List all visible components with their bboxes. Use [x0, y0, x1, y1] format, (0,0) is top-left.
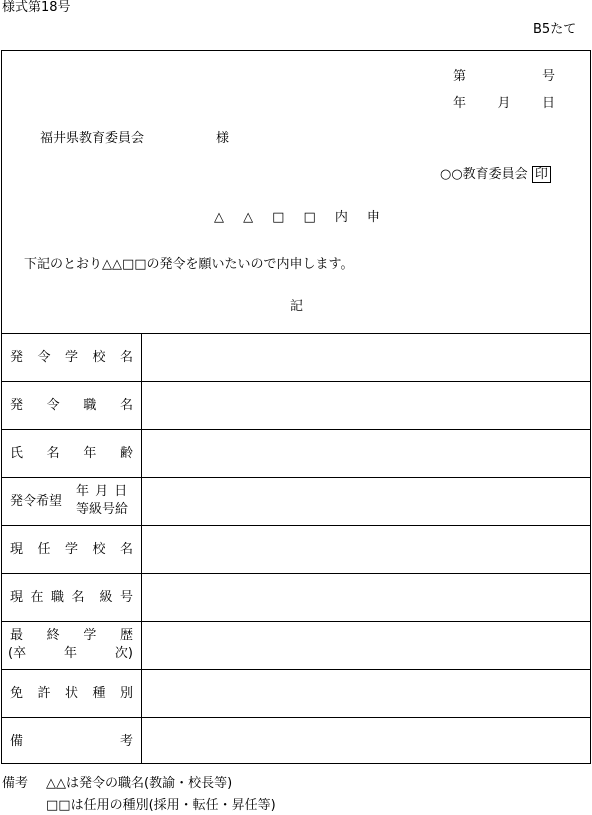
- notes-label: 備考: [2, 776, 29, 791]
- field-current-position-grade[interactable]: [142, 575, 590, 621]
- field-license-type[interactable]: [142, 671, 590, 717]
- row-label-desired: 発令希望: [10, 494, 63, 509]
- field-desired-date-grade[interactable]: [142, 479, 590, 525]
- number-prefix: 第: [453, 69, 467, 84]
- row-label-name-age: 氏 名 年 齢: [10, 446, 133, 461]
- sender-name: ○○教育委員会: [440, 167, 528, 182]
- notes-line-1: △△は発令の職名(教諭・校長等): [46, 776, 233, 791]
- table-top-border: [2, 333, 590, 334]
- addressee: 福井県教育委員会: [40, 131, 145, 146]
- row-label-final-education: 最 終 学 歴: [10, 628, 133, 643]
- row-divider: [2, 525, 590, 526]
- document-number: [453, 69, 555, 85]
- row-divider: [2, 621, 590, 622]
- row-label-current-school: 現 任 学 校 名: [10, 542, 133, 557]
- row-label-appointed-position: 発 令 職 名: [10, 398, 133, 413]
- form-number: 様式第18号: [2, 0, 71, 15]
- row-divider: [2, 669, 590, 670]
- row-label-license-type: 免 許 状 種 別: [10, 686, 133, 701]
- field-remarks[interactable]: [142, 719, 590, 765]
- paper-size-label: B5たて: [533, 22, 577, 37]
- field-current-school[interactable]: [142, 527, 590, 573]
- field-name-age[interactable]: [142, 431, 590, 477]
- row-label-remarks: 備 考: [10, 734, 133, 749]
- row-label-current-position-grade: 現 在 職 名 級 号: [10, 590, 133, 605]
- date-line: [453, 96, 555, 112]
- seal-mark: 印: [532, 166, 551, 183]
- date-day: 日: [541, 96, 555, 111]
- number-suffix: 号: [541, 69, 555, 84]
- row-divider: [2, 477, 590, 478]
- row-label-desired-date: 年 月 日: [76, 484, 129, 499]
- honorific: 様: [216, 131, 230, 146]
- form-box: [1, 50, 591, 764]
- row-divider: [2, 573, 590, 574]
- date-year: 年: [453, 96, 467, 111]
- row-divider: [2, 717, 590, 718]
- field-appointed-school[interactable]: [142, 335, 590, 381]
- notes-line-2: □□は任用の種別(採用・転任・昇任等): [46, 798, 276, 813]
- date-month: 月: [497, 96, 511, 111]
- row-divider: [2, 429, 590, 430]
- row-label-graduation-year: (卒 年 次): [8, 646, 133, 661]
- row-divider: [2, 381, 590, 382]
- sender: [440, 166, 551, 183]
- row-label-desired-grade: 等級号給: [76, 502, 129, 517]
- field-final-education[interactable]: [142, 623, 590, 669]
- body-text: 下記のとおり△△□□の発令を願いたいので内申します。: [24, 257, 354, 272]
- ki-label: 記: [290, 299, 304, 314]
- document-title: △ △ □ □ 内 申: [214, 210, 380, 225]
- field-appointed-position[interactable]: [142, 383, 590, 429]
- row-label-appointed-school: 発 令 学 校 名: [10, 350, 133, 365]
